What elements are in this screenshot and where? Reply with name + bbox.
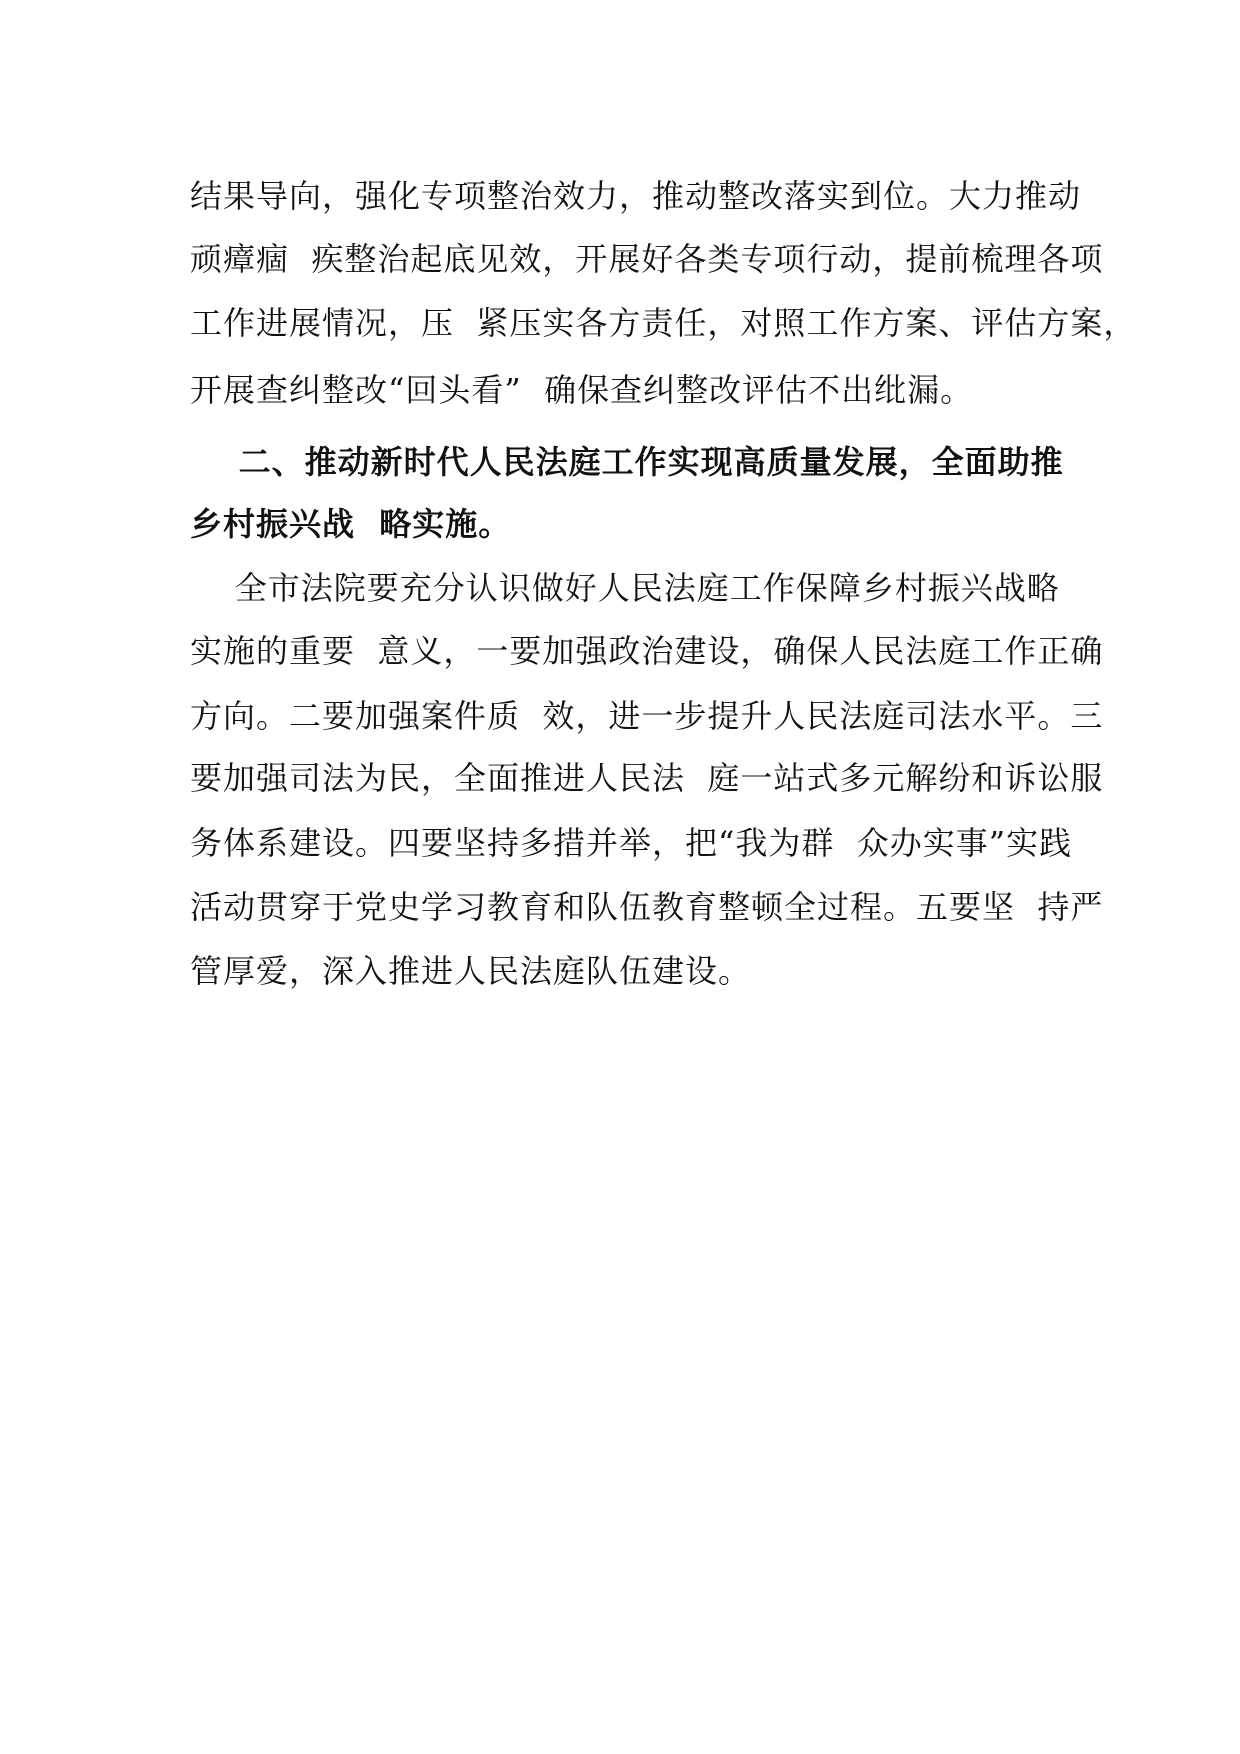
text-line: 活动贯穿于党史学习教育和队伍教育整顿全过程。五要坚 持严 — [190, 888, 1104, 926]
text-line: 管厚爱，深入推进人民法庭队伍建设。 — [190, 952, 752, 990]
text-line: 开展查纠整改“回头看” 确保查纠整改评估不出纰漏。 — [190, 371, 974, 409]
heading-line: 二、推动新时代人民法庭工作实现高质量发展，全面助推 — [190, 443, 1064, 481]
text-line: 务体系建设。四要坚持多措并举，把“我为群 众办实事”实践 — [190, 824, 1073, 862]
text-line: 方向。二要加强案件质 效，进一步提升人民法庭司法水平。三 — [190, 697, 1104, 735]
text-line: 结果导向，强化专项整治效力，推动整改落实到位。大力推动 — [190, 177, 1082, 215]
text-line: 要加强司法为民，全面推进人民法 庭一站式多元解纷和诉讼服 — [190, 759, 1104, 797]
text-line: 顽瘴痼 疾整治起底见效，开展好各类专项行动，提前梳理各项 — [190, 240, 1104, 278]
text-line: 工作进展情况，压 紧压实各方责任，对照工作方案、评估方案， — [190, 304, 1137, 342]
heading-line: 乡村振兴战 略实施。 — [190, 505, 512, 543]
text-line: 全市法院要充分认识做好人民法庭工作保障乡村振兴战略 — [190, 569, 1060, 607]
text-line: 实施的重要 意义，一要加强政治建设，确保人民法庭工作正确 — [190, 632, 1104, 670]
